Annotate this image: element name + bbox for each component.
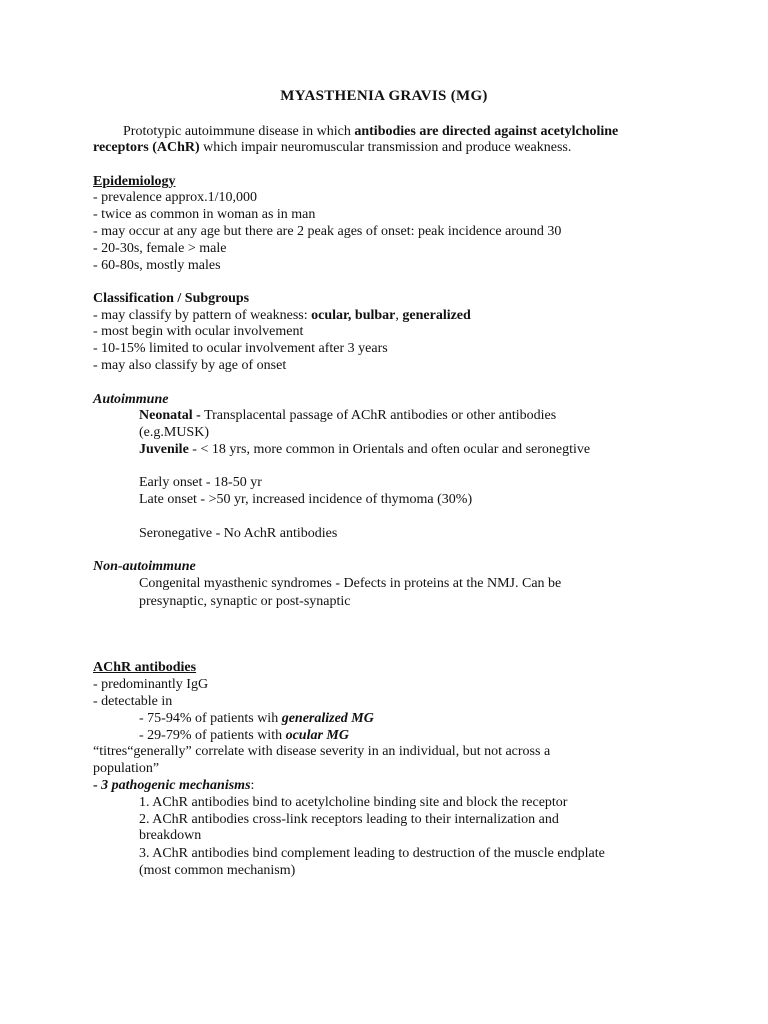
neonatal-line bbox=[139, 407, 556, 424]
classification-separator: , bbox=[395, 308, 403, 323]
achr-subitem-emphasis: generalized MG bbox=[281, 711, 374, 726]
juvenile-label: Juvenile bbox=[139, 442, 189, 457]
intro-emphasis: antibodies are directed against acetylcholine bbox=[354, 124, 619, 139]
mechanisms-label: 3 pathogenic mechanisms bbox=[101, 778, 251, 793]
classification-item: - most begin with ocular involvement bbox=[93, 324, 304, 339]
classification-emphasis: ocular, bulbar bbox=[311, 308, 396, 323]
achr-subitem-text: - 29-79% of patients with bbox=[139, 728, 286, 743]
intro-line-1 bbox=[123, 123, 618, 140]
achr-quote-cont: population” bbox=[93, 761, 160, 776]
achr-item: - detectable in bbox=[93, 694, 173, 709]
mechanisms-heading bbox=[93, 777, 254, 794]
classification-item bbox=[93, 307, 471, 324]
epidemiology-item: - 60-80s, mostly males bbox=[93, 258, 221, 273]
juvenile-text: - < 18 yrs, more common in Orientals and often ocular and seronegtive bbox=[188, 442, 591, 457]
intro-text-cont: which impair neuromuscular transmission and produce weakness. bbox=[199, 140, 572, 155]
neonatal-text: Transplacental passage of AChR antibodies or other antibodies bbox=[200, 408, 557, 423]
mechanism-item-cont: breakdown bbox=[139, 828, 202, 843]
intro-line-2 bbox=[93, 139, 571, 156]
achr-subitem-emphasis: ocular MG bbox=[285, 728, 349, 743]
mechanism-item: 2. AChR antibodies cross-link receptors leading to their internalization and bbox=[139, 812, 559, 827]
neonatal-label: Neonatal - bbox=[139, 408, 201, 423]
achr-subitem-text: - 75-94% of patients wih bbox=[139, 711, 282, 726]
classification-heading: Classification / Subgroups bbox=[93, 291, 250, 306]
mechanism-item: 3. AChR antibodies bind complement leading to destruction of the muscle endplate bbox=[139, 846, 605, 861]
achr-quote: “titres“generally” correlate with disease severity in an individual, but not across a bbox=[93, 744, 551, 759]
seronegative: Seronegative - No AchR antibodies bbox=[139, 526, 338, 541]
mechanism-item-cont: (most common mechanism) bbox=[139, 863, 296, 878]
non-autoimmune-text: Congenital myasthenic syndromes - Defects in proteins at the NMJ. Can be bbox=[139, 576, 562, 591]
intro-emphasis-cont: receptors (AChR) bbox=[93, 140, 200, 155]
classification-item: - 10-15% limited to ocular involvement after 3 years bbox=[93, 341, 388, 356]
epidemiology-heading: Epidemiology bbox=[93, 174, 176, 189]
epidemiology-item: - may occur at any age but there are 2 peak ages of onset: peak incidence around 30 bbox=[93, 224, 562, 239]
epidemiology-item: - twice as common in woman as in man bbox=[93, 207, 316, 222]
neonatal-cont: (e.g.MUSK) bbox=[139, 425, 209, 440]
achr-subitem bbox=[139, 710, 374, 727]
achr-item: - predominantly IgG bbox=[93, 677, 209, 692]
achr-heading: AChR antibodies bbox=[93, 660, 197, 675]
intro-text: Prototypic autoimmune disease in which bbox=[123, 124, 355, 139]
page-title: MYASTHENIA GRAVIS (MG) bbox=[280, 88, 488, 104]
mechanism-item: 1. AChR antibodies bind to acetylcholine binding site and block the receptor bbox=[139, 795, 568, 810]
juvenile-line bbox=[139, 441, 590, 458]
epidemiology-item: - prevalence approx.1/10,000 bbox=[93, 190, 258, 205]
epidemiology-item: - 20-30s, female > male bbox=[93, 241, 227, 256]
autoimmune-heading: Autoimmune bbox=[93, 392, 169, 407]
late-onset: Late onset - >50 yr, increased incidence of thymoma (30%) bbox=[139, 492, 473, 507]
non-autoimmune-text-cont: presynaptic, synaptic or post-synaptic bbox=[139, 594, 351, 609]
classification-item: - may also classify by age of onset bbox=[93, 358, 287, 373]
early-onset: Early onset - 18-50 yr bbox=[139, 475, 262, 490]
classification-text: - may classify by pattern of weakness: bbox=[93, 308, 312, 323]
mechanisms-dash: - bbox=[93, 778, 102, 793]
non-autoimmune-heading: Non-autoimmune bbox=[93, 559, 196, 574]
mechanisms-colon: : bbox=[250, 778, 255, 793]
achr-subitem bbox=[139, 727, 349, 744]
classification-emphasis: generalized bbox=[402, 308, 471, 323]
